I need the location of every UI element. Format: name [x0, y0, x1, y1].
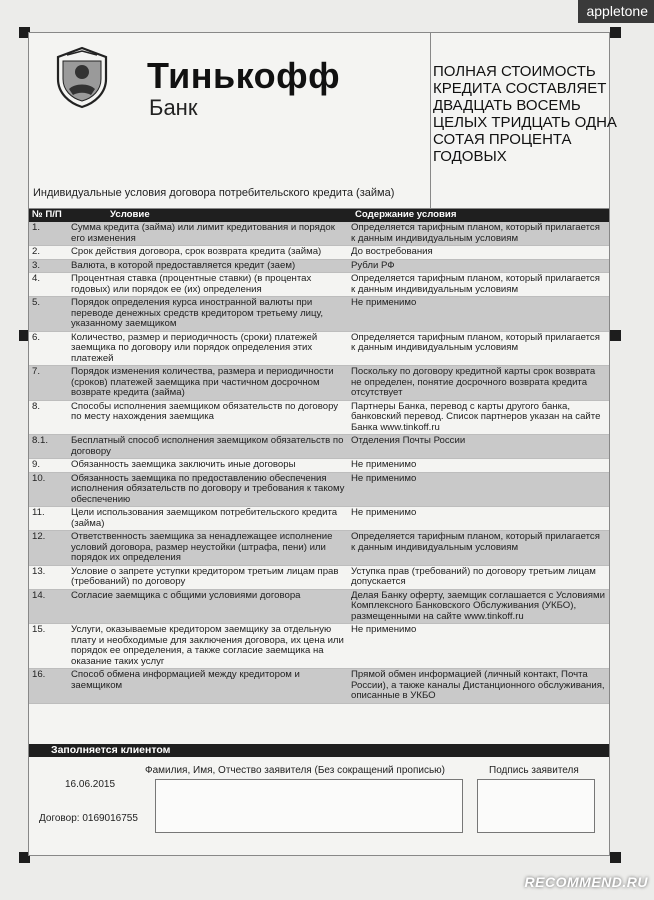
row-content: Не применимо — [351, 459, 417, 470]
row-condition: Цели использования заемщиком потребительского кредита (займа) — [71, 507, 338, 529]
table-row — [29, 566, 609, 590]
row-num: 16. — [32, 669, 46, 680]
row-num: 13. — [32, 565, 46, 577]
row-content: Не применимо — [351, 472, 417, 484]
table-row — [29, 531, 609, 566]
row-num: 11. — [32, 507, 45, 518]
row-condition: Срок действия договора, срок возврата кредита (займа) — [71, 246, 322, 257]
row-condition: Процентная ставка (процентные ставки) (в процентах годовых) или порядок ее (их) определения — [71, 273, 312, 295]
table-row — [29, 297, 609, 332]
table-row — [29, 366, 609, 401]
bank-name: Тинькофф — [147, 55, 341, 96]
row-content: Не применимо — [351, 624, 417, 635]
row-num: 14. — [32, 589, 46, 601]
row-content: Рубли РФ — [351, 259, 395, 271]
row-condition: Порядок изменения количества, размера и периодичности (сроков) платежей заемщика при частичном досрочном возврате кредита (займа) — [71, 366, 334, 398]
table-row — [29, 590, 609, 625]
contract-number: Договор: 0169016755 — [39, 813, 138, 824]
header-content: Содержание условия — [355, 209, 457, 221]
row-content: До востребования — [351, 246, 433, 257]
row-num: 15. — [32, 624, 46, 635]
table-row — [29, 459, 609, 473]
document-header — [29, 33, 617, 209]
fio-label: Фамилия, Имя, Отчество заявителя (Без сокращений прописью) — [145, 765, 445, 776]
client-section — [29, 757, 609, 855]
fio-field[interactable] — [155, 779, 463, 833]
table-row — [29, 401, 609, 436]
registration-marker — [610, 852, 621, 863]
row-condition: Бесплатный способ исполнения заемщиком обязательств по договору — [71, 435, 344, 457]
row-condition: Обязанность заемщика по предоставлению обеспечения исполнения обязательств по договору и требования к такому обеспечению — [71, 472, 345, 505]
row-condition: Согласие заемщика с общими условиями договора — [71, 589, 301, 601]
row-content: Поскольку по договору кредитной карты срок возврата не определен, понятие досрочного возврата кредита отсутствует — [351, 366, 596, 398]
header-condition: Условие — [110, 209, 150, 221]
table-header — [29, 209, 609, 222]
header-num: № П/П — [32, 209, 62, 221]
row-condition: Сумма кредита (займа) или лимит кредитования и порядок его изменения — [71, 222, 335, 244]
row-content: Определяется тарифным планом, который прилагается к данным индивидуальным условиям — [351, 531, 600, 553]
row-content: Определяется тарифным планом, который прилагается к данным индивидуальным условиям — [351, 331, 600, 353]
row-num: 3. — [32, 259, 41, 271]
signature-field[interactable] — [477, 779, 595, 833]
row-content: Уступка прав (требований) по договору третьим лицам допускается — [351, 565, 596, 587]
row-condition: Порядок определения курса иностранной валюты при переводе денежных средств кредитором третьему лицу, указанному заемщиком — [71, 297, 324, 329]
row-condition: Услуги, оказываемые кредитором заемщику за отдельную плату и необходимые для заключения договора, их цена или порядок ее определения, а также согласие заемщика на оказание таких услуг — [71, 624, 344, 667]
table-row — [29, 332, 609, 367]
row-content: Не применимо — [351, 507, 417, 518]
row-content: Делая Банку оферту, заемщик соглашается с Условиями Комплексного Банковского Обслуживания (УКБО), размещенными на сайте www.tinkoff.ru — [351, 589, 605, 622]
row-condition: Способы исполнения заемщиком обязательств по договору по месту нахождения заемщика — [71, 400, 339, 422]
row-condition: Ответственность заемщика за ненадлежащее исполнение условий договора, размер неустойки (штрафа, пени) или порядок их определения — [71, 531, 333, 563]
table-row — [29, 473, 609, 508]
row-condition: Условие о запрете уступки кредитором третьим лицам прав (требований) по договору — [71, 565, 339, 587]
table-row — [29, 246, 609, 260]
client-section-header: Заполняется клиентом — [29, 744, 609, 757]
row-content: Прямой обмен информацией (личный контакт, Почта России), а также каналы Дистанционного обслуживания, описанные в УКБО — [351, 669, 605, 701]
table-row — [29, 222, 609, 246]
row-content: Определяется тарифным планом, который прилагается к данным индивидуальным условиям — [351, 273, 600, 295]
row-num: 12. — [32, 531, 46, 542]
row-num: 4. — [32, 273, 41, 284]
table-row — [29, 624, 609, 669]
table-row — [29, 435, 609, 459]
registration-marker — [610, 330, 621, 341]
row-num: 1. — [32, 222, 41, 233]
row-num: 7. — [32, 366, 41, 377]
table-row — [29, 507, 609, 531]
row-num: 6. — [32, 331, 41, 343]
row-content: Определяется тарифным планом, который прилагается к данным индивидуальным условиям — [351, 222, 600, 244]
credit-cost-notice: ПОЛНАЯ СТОИМОСТЬ КРЕДИТА СОСТАВЛЯЕТ ДВАДЦАТЬ ВОСЕМЬ ЦЕЛЫХ ТРИДЦАТЬ ОДНА СОТАЯ ПРОЦЕНТА ГОДОВЫХ — [433, 63, 617, 165]
bank-subtitle: Банк — [149, 95, 198, 120]
row-num: 5. — [32, 297, 41, 308]
watermark-top: appletone — [578, 0, 654, 23]
row-condition: Количество, размер и периодичность (сроки) платежей заемщика по договору или порядок определения этих платежей — [71, 331, 318, 364]
table-row — [29, 669, 609, 704]
table-row — [29, 273, 609, 297]
row-condition: Способ обмена информацией между кредитором и заемщиком — [71, 669, 300, 691]
document-title: Индивидуальные условия договора потребительского кредита (займа) — [33, 187, 395, 199]
row-num: 2. — [32, 246, 41, 257]
row-num: 8.1. — [32, 435, 49, 446]
conditions-table — [29, 209, 609, 704]
application-date: 16.06.2015 — [65, 779, 116, 790]
header-divider — [430, 33, 431, 208]
document-sheet — [28, 32, 617, 856]
bank-emblem-icon — [53, 45, 111, 109]
row-num: 10. — [32, 472, 46, 484]
row-content: Партнеры Банка, перевод с карты другого банка, банковский перевод. Список партнеров указан на сайте Банка www.tinkoff.ru — [351, 400, 601, 433]
watermark-bottom: RECOMMEND.RU — [524, 874, 648, 890]
row-content: Отделения Почты России — [351, 435, 466, 446]
row-content: Не применимо — [351, 297, 417, 308]
row-num: 8. — [32, 400, 41, 412]
row-num: 9. — [32, 459, 41, 470]
signature-label: Подпись заявителя — [489, 765, 579, 776]
row-condition: Валюта, в которой предоставляется кредит (заем) — [71, 259, 296, 271]
table-row — [29, 260, 609, 274]
registration-marker — [610, 27, 621, 38]
row-condition: Обязанность заемщика заключить иные договоры — [71, 459, 296, 470]
